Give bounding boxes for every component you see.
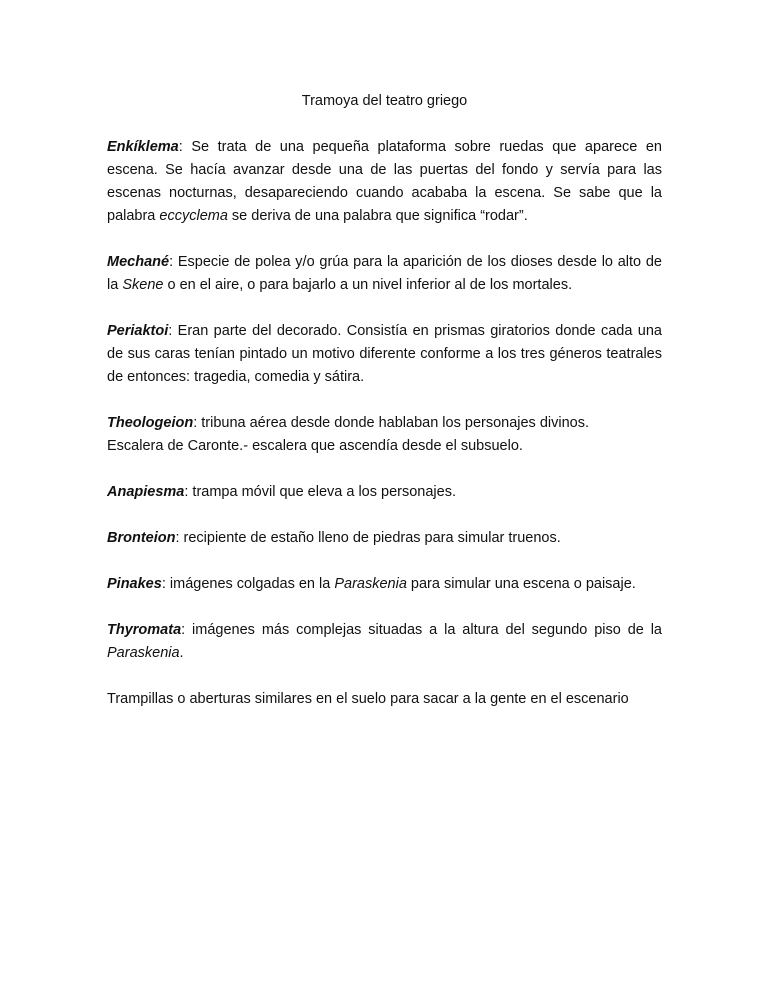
paragraph-text: recipiente de estaño lleno de piedras para simular truenos. xyxy=(179,530,561,546)
paragraph-anapiesma xyxy=(107,481,662,504)
term-bronteion: Bronteion xyxy=(107,530,176,546)
paragraph-periaktoi xyxy=(107,320,662,389)
paragraph-text: imágenes más complejas situadas a la altura del segundo piso de la xyxy=(185,622,662,638)
theologeion-line xyxy=(107,412,662,435)
paragraph-text: Eran parte del decorado. Consistía en prismas giratorios donde cada una de sus caras tenían pintado un motivo diferente conforme a los tres géneros teatrales de entonces: tragedia, comedia y sátira. xyxy=(107,323,662,385)
term-mechane: Mechané xyxy=(107,254,170,270)
paragraph-theologeion xyxy=(107,412,662,458)
paragraph-bronteion xyxy=(107,527,662,550)
paragraph-text: se deriva de una palabra que significa “rodar”. xyxy=(227,208,528,224)
term-theologeion: Theologeion xyxy=(107,415,194,431)
paragraph-text: o en el aire, o para bajarlo a un nivel inferior al de los mortales. xyxy=(163,277,573,293)
term-separator: : xyxy=(175,530,180,546)
paragraph-thyromata xyxy=(107,619,662,665)
italic-word-paraskenia: Paraskenia xyxy=(334,576,407,592)
term-pinakes: Pinakes xyxy=(107,576,162,592)
paragraph-enkiklema xyxy=(107,136,662,228)
italic-word-paraskenia: Paraskenia xyxy=(107,645,180,661)
term-anapiesma: Anapiesma xyxy=(107,484,185,500)
paragraph-text: . xyxy=(179,645,184,661)
paragraph-text: tribuna aérea desde donde hablaban los personajes divinos. xyxy=(197,415,590,431)
term-separator: : xyxy=(178,139,183,155)
paragraph-pinakes xyxy=(107,573,662,596)
paragraph-text: Se trata de una pequeña plataforma sobre ruedas que aparece en escena. Se hacía avanzar desde una de las puertas del fondo y servía para las escenas nocturnas, desapareciendo cuando acababa la escena. Se sabe que la palabra xyxy=(107,139,662,224)
term-thyromata: Thyromata xyxy=(107,622,182,638)
term-separator: : xyxy=(181,622,186,638)
paragraph-text: Especie de polea y/o grúa para la aparición de los dioses desde lo alto de la xyxy=(107,254,662,293)
term-separator: : xyxy=(168,323,173,339)
escalera-caronte-line: Escalera de Caronte.- escalera que ascendía desde el subsuelo. xyxy=(107,438,523,454)
term-separator: : xyxy=(169,254,174,270)
paragraph-text: trampa móvil que eleva a los personajes. xyxy=(188,484,456,500)
term-enkiklema: Enkíklema xyxy=(107,139,179,155)
term-separator: : xyxy=(184,484,189,500)
italic-word-eccyclema: eccyclema xyxy=(159,208,228,224)
document-title: Tramoya del teatro griego xyxy=(301,93,468,109)
term-separator: : xyxy=(161,576,166,592)
paragraph-text: para simular una escena o paisaje. xyxy=(406,576,636,592)
italic-word-skene: Skene xyxy=(122,277,164,293)
paragraph-trampillas: Trampillas o aberturas similares en el suelo para sacar a la gente en el escenario xyxy=(107,691,629,707)
paragraph-text: imágenes colgadas en la xyxy=(165,576,335,592)
term-periaktoi: Periaktoi xyxy=(107,323,169,339)
paragraph-mechane xyxy=(107,251,662,297)
term-separator: : xyxy=(193,415,198,431)
